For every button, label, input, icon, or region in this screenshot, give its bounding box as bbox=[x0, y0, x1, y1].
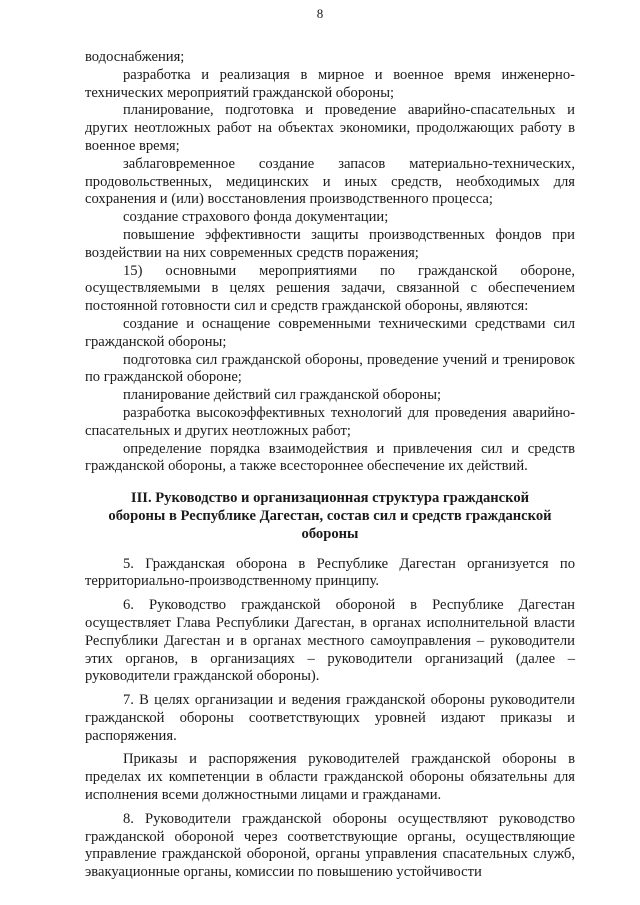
paragraph: 8. Руководители гражданской обороны осуществляют руководство гражданской обороной через соответствующие органы, осуществляющие управление гражданской обороной, органы управления спасательных служб, эвакуационные органы, комиссии по повышению устойчивости bbox=[85, 810, 575, 881]
document-body bbox=[85, 49, 575, 882]
paragraph: 6. Руководство гражданской обороной в Республике Дагестан осуществляет Глава Республики Дагестан, в органах исполнительной власти Республики Дагестан и в органах местного самоуправления – руководители этих органов, в организациях – руководители организаций (далее – руководители гражданской обороны). bbox=[85, 597, 575, 685]
paragraph: 15) основными мероприятиями по гражданской обороне, осуществляемыми в целях решения задачи, связанной с обеспечением постоянной готовности сил и средств гражданской обороны, являются: bbox=[85, 262, 575, 315]
paragraph: водоснабжения; bbox=[85, 49, 185, 65]
paragraph: заблаговременное создание запасов материально-технических, продовольственных, медицинских и иных средств, необходимых для сохранения и (или) восстановления производственного процесса; bbox=[85, 155, 575, 208]
paragraph: подготовка сил гражданской обороны, проведение учений и тренировок по гражданской обороне; bbox=[85, 351, 575, 386]
paragraph: планирование, подготовка и проведение аварийно-спасательных и других неотложных работ на объектах экономики, продолжающих работу в военное время; bbox=[85, 102, 575, 154]
paragraph: создание и оснащение современными техническими средствами сил гражданской обороны; bbox=[85, 315, 575, 350]
paragraph: разработка высокоэффективных технологий для проведения аварийно-спасательных и других неотложных работ; bbox=[85, 404, 575, 439]
paragraph: определение порядка взаимодействия и привлечения сил и средств гражданской обороны, а также всестороннее обеспечение их действий. bbox=[85, 440, 575, 475]
page-number: 8 bbox=[316, 6, 324, 21]
section-heading: III. Руководство и организационная структура гражданской обороны в Республике Дагестан, состав сил и средств гражданской обороны bbox=[108, 490, 552, 542]
paragraph: Приказы и распоряжения руководителей гражданской обороны в пределах их компетенции в области гражданской обороны обязательны для исполнения всеми должностными лицами и гражданами. bbox=[85, 751, 575, 804]
paragraph: повышение эффективности защиты производственных фондов при воздействии на них современных средств поражения; bbox=[85, 226, 575, 261]
paragraph: 7. В целях организации и ведения гражданской обороны руководители гражданской обороны соответствующих уровней издают приказы и распоряжения. bbox=[85, 692, 575, 744]
paragraph: планирование действий сил гражданской обороны; bbox=[123, 387, 442, 404]
paragraph: 5. Гражданская оборона в Республике Дагестан организуется по территориально-производственному принципу. bbox=[85, 555, 575, 590]
paragraph: создание страхового фонда документации; bbox=[123, 209, 389, 226]
paragraph: разработка и реализация в мирное и военное время инженерно-технических мероприятий гражданской обороны; bbox=[85, 66, 575, 101]
